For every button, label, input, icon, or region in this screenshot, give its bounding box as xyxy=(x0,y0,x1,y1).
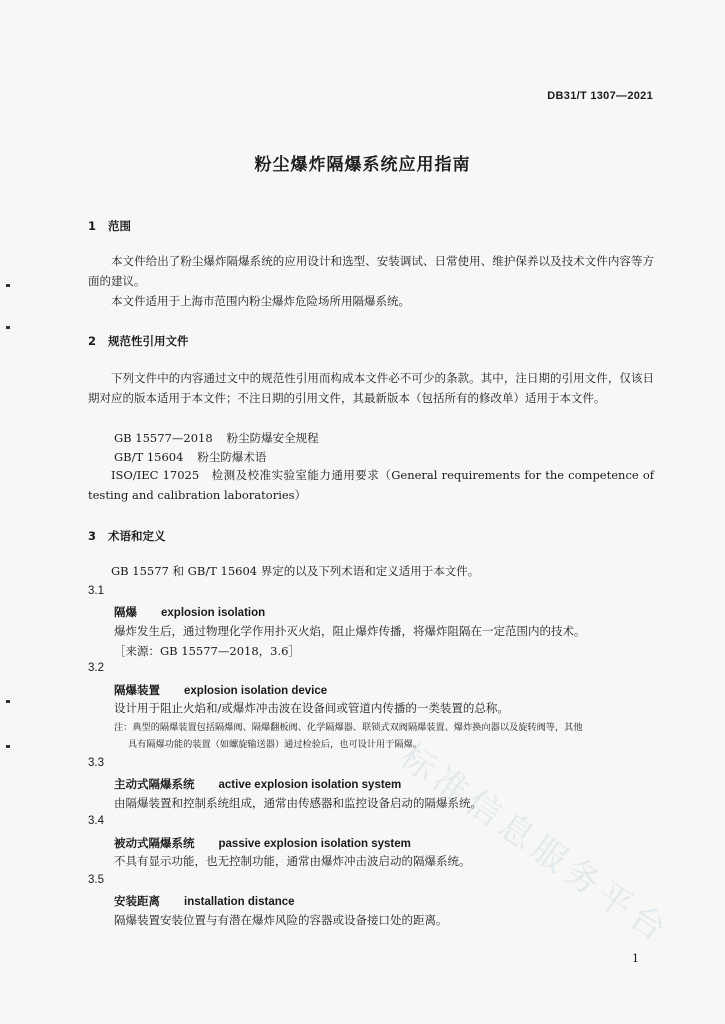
clause-number: 3.5 xyxy=(88,874,104,886)
paragraph: 下列文件中的内容通过文中的规范性引用而构成本文件必不可少的条款。其中，注日期的引用文件，仅该日期对应的版本适用于本文件；不注日期的引用文件，其最新版本（包括所有的修改单）适用于本文件。 xyxy=(88,371,654,405)
document-title: 粉尘爆炸隔爆系统应用指南 xyxy=(254,155,471,175)
margin-mark xyxy=(6,284,10,287)
clause-number: 3.3 xyxy=(88,757,104,769)
term-zh: 被动式隔爆系统 xyxy=(114,836,195,850)
note-line: 注：典型的隔爆装置包括隔爆阀、隔爆翻板阀、化学隔爆器、联锁式双阀隔爆装置、爆炸换向器以及旋转阀等，其他 xyxy=(114,722,583,733)
term-entry xyxy=(114,682,327,698)
watermark: 标准信息服务平台 xyxy=(392,736,678,953)
section-number: 1 xyxy=(88,219,97,233)
margin-mark xyxy=(6,745,10,748)
clause-number: 3.4 xyxy=(88,815,104,827)
term-definition: 隔爆装置安装位置与有潜在爆炸风险的容器或设备接口处的距离。 xyxy=(114,913,448,927)
term-zh: 安装距离 xyxy=(114,894,160,908)
term-note xyxy=(114,719,654,753)
section-heading-normative-references xyxy=(88,333,189,349)
section-heading-scope xyxy=(88,218,131,234)
term-en: explosion isolation xyxy=(161,607,266,619)
term-en: active explosion isolation system xyxy=(218,779,402,791)
reference-item-iso: ISO/IEC 17025 检测及校准实验室能力通用要求（General requirements for the competence of testing and calibration laboratories） xyxy=(88,468,654,502)
reference-item xyxy=(114,447,266,467)
section-number: 3 xyxy=(88,529,97,543)
term-definition: 不具有显示功能，也无控制功能，通常由爆炸冲击波启动的隔爆系统。 xyxy=(114,854,471,868)
term-definition: 爆炸发生后，通过物理化学作用扑灭火焰，阻止爆炸传播，将爆炸阻隔在一定范围内的技术。 xyxy=(114,624,586,638)
term-en: passive explosion isolation system xyxy=(218,838,411,850)
reference-title: 粉尘防爆术语 xyxy=(197,450,267,464)
clause-number: 3.2 xyxy=(88,662,104,674)
paragraph: 本文件给出了粉尘爆炸隔爆系统的应用设计和选型、安装调试、日常使用、维护保养以及技术文件内容等方面的建议。 xyxy=(88,254,654,288)
term-entry xyxy=(114,604,265,620)
reference-title: 粉尘防爆安全规程 xyxy=(226,431,319,445)
term-zh: 主动式隔爆系统 xyxy=(114,777,195,791)
reference-code: GB 15577—2018 xyxy=(114,431,213,445)
term-source: ［来源：GB 15577—2018，3.6］ xyxy=(114,644,300,658)
term-definition: 设计用于阻止火焰和/或爆炸冲击波在设备间或管道内传播的一类装置的总称。 xyxy=(114,701,509,715)
reference-code: GB/T 15604 xyxy=(114,450,184,464)
section-title: 范围 xyxy=(108,219,131,233)
section-number: 2 xyxy=(88,334,97,348)
reference-item xyxy=(114,428,319,448)
term-entry xyxy=(114,835,411,851)
paragraph: 本文件适用于上海市范围内粉尘爆炸危险场所用隔爆系统。 xyxy=(111,294,410,308)
term-zh: 隔爆 xyxy=(114,605,137,619)
term-en: explosion isolation device xyxy=(184,685,328,697)
section-heading-terms xyxy=(88,528,166,544)
term-en: installation distance xyxy=(184,896,295,908)
term-entry xyxy=(114,776,401,792)
term-definition: 由隔爆装置和控制系统组成，通常由传感器和监控设备启动的隔爆系统。 xyxy=(114,796,482,810)
page-number: 1 xyxy=(632,952,639,965)
term-zh: 隔爆装置 xyxy=(114,683,160,697)
standard-code: DB31/T 1307—2021 xyxy=(547,90,653,102)
paragraph: GB 15577 和 GB/T 15604 界定的以及下列术语和定义适用于本文件。 xyxy=(111,564,480,578)
note-line: 具有隔爆功能的装置（如螺旋输送器）通过检验后，也可设计用于隔爆。 xyxy=(128,739,422,750)
clause-number: 3.1 xyxy=(88,585,104,597)
margin-mark xyxy=(6,326,10,329)
margin-mark xyxy=(6,700,10,703)
term-entry xyxy=(114,893,295,909)
section-title: 规范性引用文件 xyxy=(108,334,189,348)
section-title: 术语和定义 xyxy=(108,529,166,543)
